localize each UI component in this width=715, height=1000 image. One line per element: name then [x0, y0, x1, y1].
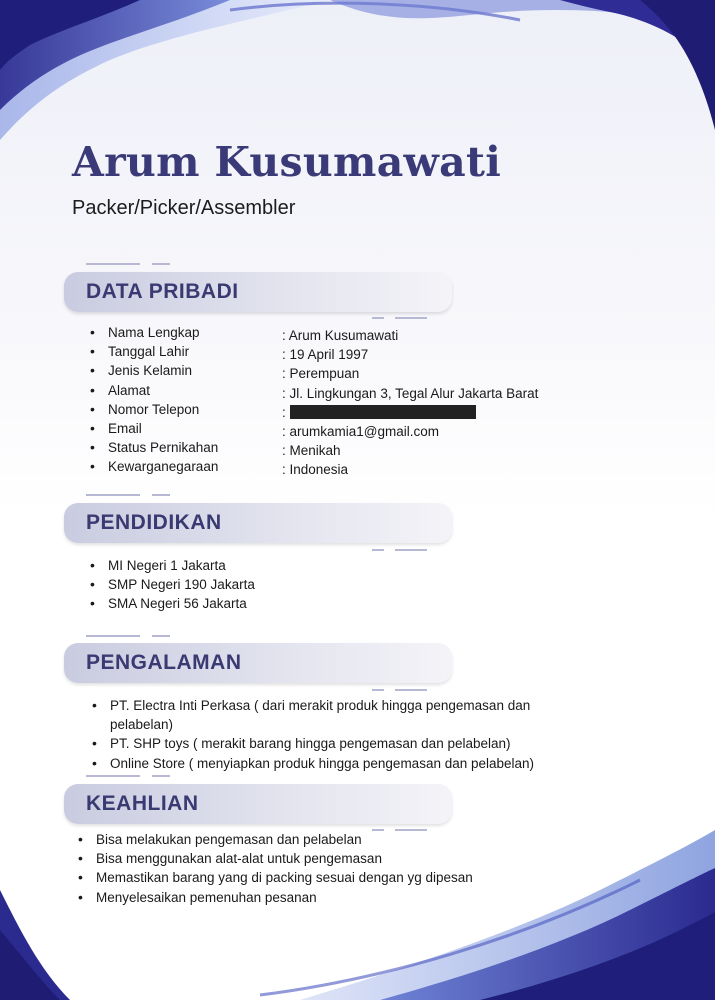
field-value: : Menikah [282, 443, 341, 459]
list-item: • Menyelesaikan pemenuhan pesanan [78, 888, 473, 907]
section-title: DATA PRIBADI [86, 280, 239, 303]
section-header-keahlian [64, 784, 452, 824]
top-wave-decoration [0, 0, 715, 150]
skills-list [78, 830, 473, 907]
section-divider [152, 263, 170, 265]
personal-data-values [282, 326, 538, 480]
list-item: • PT. Electra Inti Perkasa ( dari merakit produk hingga pengemasan dan pelabelan) [92, 696, 572, 734]
field-value: : arumkamia1@gmail.com [282, 423, 439, 439]
list-item: • Memastikan barang yang di packing sesuai dengan yg dipesan [78, 868, 473, 887]
personal-data-labels [90, 323, 218, 477]
section-header-pengalaman [64, 643, 452, 683]
candidate-name: Arum Kusumawati [72, 138, 502, 186]
list-item: • Online Store ( menyiapkan produk hingga pengemasan dan pelabelan) [92, 754, 572, 773]
field-label: • Nama Lengkap [90, 323, 218, 342]
section-divider [395, 549, 427, 551]
section-divider [86, 635, 140, 637]
section-divider [86, 775, 140, 777]
field-label: • Email [90, 419, 218, 438]
field-label: • Jenis Kelamin [90, 361, 218, 380]
section-header-data-pribadi [64, 272, 452, 312]
education-list [90, 556, 255, 614]
section-divider [395, 689, 427, 691]
list-item: • SMA Negeri 56 Jakarta [90, 594, 255, 613]
field-value: : 19 April 1997 [282, 347, 369, 363]
field-label: • Kewarganegaraan [90, 457, 218, 476]
section-divider [372, 549, 384, 551]
section-title: KEAHLIAN [86, 792, 199, 815]
field-label: • Nomor Telepon [90, 400, 218, 419]
section-header-pendidikan [64, 503, 452, 543]
list-item: • Bisa menggunakan alat-alat untuk pengemasan [78, 849, 473, 868]
field-label: • Alamat [90, 381, 218, 400]
list-item: • PT. SHP toys ( merakit barang hingga pengemasan dan pelabelan) [92, 734, 572, 753]
list-item: • Bisa melakukan pengemasan dan pelabelan [78, 830, 473, 849]
field-value-phone [282, 403, 538, 422]
field-label: • Status Pernikahan [90, 438, 218, 457]
section-title: PENGALAMAN [86, 651, 242, 674]
list-item: • MI Negeri 1 Jakarta [90, 556, 255, 575]
field-label: • Tanggal Lahir [90, 342, 218, 361]
section-divider [86, 494, 140, 496]
section-divider [152, 494, 170, 496]
section-title: PENDIDIKAN [86, 511, 222, 534]
field-value: : Jl. Lingkungan 3, Tegal Alur Jakarta Barat [282, 385, 539, 401]
field-value: : [282, 404, 286, 420]
section-divider [86, 263, 140, 265]
field-value: : Arum Kusumawati [282, 328, 399, 343]
section-divider [372, 317, 384, 319]
list-item: • SMP Negeri 190 Jakarta [90, 575, 255, 594]
redaction-bar [290, 405, 476, 419]
section-divider [152, 635, 170, 637]
section-divider [152, 775, 170, 777]
field-value: : Perempuan [282, 366, 360, 382]
candidate-role: Packer/Picker/Assembler [72, 197, 296, 219]
section-divider [372, 689, 384, 691]
field-value: : Indonesia [282, 462, 349, 478]
section-divider [395, 317, 427, 319]
experience-list [92, 696, 572, 773]
